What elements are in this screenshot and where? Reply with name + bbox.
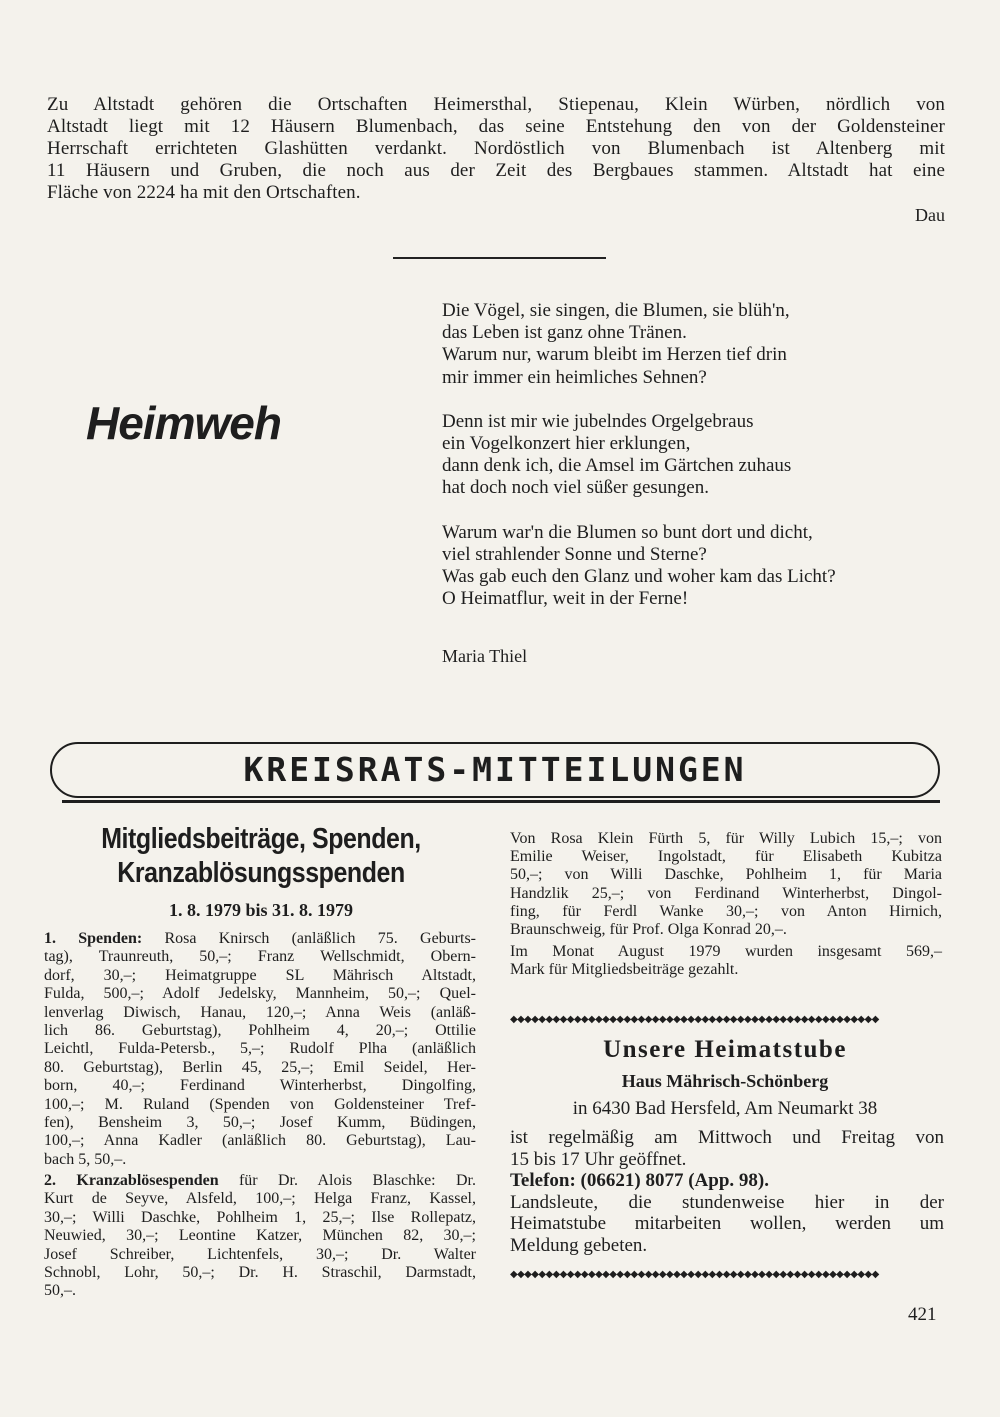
wreath-line: 50,–; von Willi Daschke, Pohlheim 1, für Maria xyxy=(510,866,942,884)
donations-line: lich 86. Geburtstag), Pohlheim 4, 20,–; Ottilie xyxy=(44,1022,476,1040)
poem-line: mir immer ein heimliches Sehnen? xyxy=(442,366,707,388)
poem-line: Warum nur, warum bleibt im Herzen tief drin xyxy=(442,344,787,366)
poem-text xyxy=(442,300,962,632)
donations-line: 100,–; Anna Kadler (anläßlich 80. Geburtstag), Lau- xyxy=(44,1132,476,1150)
donations-label: 1. Spenden: xyxy=(44,930,143,947)
heimatstube-address: in 6430 Bad Hersfeld, Am Neumarkt 38 xyxy=(572,1098,878,1119)
membership-line: Mark für Mitgliedsbeiträge gezahlt. xyxy=(510,961,739,979)
wreath-label: 2. Kranzablösespenden xyxy=(44,1172,219,1189)
section-banner-underline xyxy=(62,800,940,803)
poem-title: Heimweh xyxy=(86,397,281,449)
wreath-line: Handzlik 25,–; von Ferdinand Winterherbst, Dingol- xyxy=(510,884,942,902)
section-banner-title: KREISRATS-MITTEILUNGEN xyxy=(243,750,747,789)
wreath-line: Kurt de Seyve, Alsfeld, 100,–; Helga Franz, Kassel, xyxy=(44,1190,476,1208)
divider xyxy=(393,257,606,259)
heimatstube-body xyxy=(510,1127,944,1256)
donations-line: 80. Geburtstag), Berlin 45, 25,–; Emil Seidel, Her- xyxy=(44,1058,476,1076)
heimatstube-line: Heimatstube mitarbeiten wollen, werden um xyxy=(510,1213,944,1234)
poem-line: hat doch noch viel süßer gesungen. xyxy=(442,477,709,499)
intro-line: 11 Häusern und Gruben, die noch aus der Zeit des Bergbaues stammen. Altstadt hat eine xyxy=(47,160,945,181)
heimatstube-phone: Telefon: (06621) 8077 (App. 98). xyxy=(510,1170,769,1191)
heimatstube-line: ist regelmäßig am Mittwoch und Freitag von xyxy=(510,1127,944,1148)
wreath-line: Neuwied, 30,–; Leontine Katzer, München 82, 30,–; xyxy=(44,1227,476,1245)
poem-line: Denn ist mir wie jubelndes Orgelgebraus xyxy=(442,410,754,432)
wreath-line: Schnobl, Lohr, 50,–; Dr. H. Straschil, Darmstadt, xyxy=(44,1264,476,1282)
wreath-line: Braunschweig, für Prof. Olga Konrad 20,–. xyxy=(510,921,787,939)
donations-heading-line: Mitgliedsbeiträge, Spenden, xyxy=(101,823,421,855)
intro-author: Dau xyxy=(915,205,945,225)
poem-line: das Leben ist ganz ohne Tränen. xyxy=(442,322,687,344)
diamond-separator: ◆◆◆◆◆◆◆◆◆◆◆◆◆◆◆◆◆◆◆◆◆◆◆◆◆◆◆◆◆◆◆◆◆◆◆◆◆◆◆◆◆◆◆◆◆◆◆◆◆◆◆◆ xyxy=(510,1015,879,1025)
donations-line: tag), Traunreuth, 50,–; Franz Wellschmidt, Obern- xyxy=(44,948,476,966)
donations-heading xyxy=(77,822,445,890)
donations-line xyxy=(44,930,476,948)
wreath-line: 50,–. xyxy=(44,1282,76,1300)
wreath-line: fing, für Ferdl Wanke 30,–; von Anton Hirnich, xyxy=(510,902,942,920)
heimatstube-line: Landsleute, die stundenweise hier in der xyxy=(510,1191,944,1213)
wreath-donations-continued xyxy=(510,830,942,939)
donations-line: Leichtl, Fulda-Petersb., 5,–; Rudolf Plha (anläßlich xyxy=(44,1040,476,1058)
intro-line: Herrschaft errichteten Glashütten verdankt. Nordöstlich von Blumenbach ist Altenberg mit xyxy=(47,138,945,159)
intro-paragraph xyxy=(47,94,945,204)
donations-line: 100,–; M. Ruland (Spenden von Goldensteiner Tref- xyxy=(44,1095,476,1113)
poem-line: ein Vogelkonzert hier erklungen, xyxy=(442,433,691,455)
wreath-donations-list xyxy=(44,1172,476,1301)
wreath-line xyxy=(44,1172,476,1190)
donations-text: Rosa Knirsch (anläßlich 75. Geburts- xyxy=(142,930,476,947)
poem-stanza xyxy=(442,411,962,500)
poem-line: viel strahlender Sonne und Sterne? xyxy=(442,543,707,565)
donations-line: fen), Bensheim 3, 50,–; Josef Kumm, Büdingen, xyxy=(44,1114,476,1132)
poem-line: Warum war'n die Blumen so bunt dort und dicht, xyxy=(442,521,813,543)
wreath-line: Emilie Weiser, Ingolstadt, für Elisabeth Kubitza xyxy=(510,848,942,866)
donations-line: Fulda, 500,–; Adolf Jedelsky, Mannheim, 50,–; Quel- xyxy=(44,985,476,1003)
poem-line: O Heimatflur, weit in der Ferne! xyxy=(442,588,689,610)
poem-line: Die Vögel, sie singen, die Blumen, sie blüh'n, xyxy=(442,300,790,321)
poem-line: Was gab euch den Glanz und woher kam das Licht? xyxy=(442,566,836,588)
heimatstube-subtitle: Haus Mährisch-Schönberg xyxy=(621,1071,829,1091)
poem-stanza xyxy=(442,300,962,389)
heimatstube-line: 15 bis 17 Uhr geöffnet. xyxy=(510,1148,687,1170)
donations-heading-line: Kranzablösungsspenden xyxy=(117,857,405,889)
membership-line: Im Monat August 1979 wurden insgesamt 569,– xyxy=(510,943,942,960)
donations-line: born, 40,–; Ferdinand Winterherbst, Dingolfing, xyxy=(44,1077,476,1095)
intro-line: Altstadt liegt mit 12 Häusern Blumenbach, das seine Entstehung den von der Goldensteiner xyxy=(47,116,945,137)
intro-line: Fläche von 2224 ha mit den Ortschaften. xyxy=(47,182,361,203)
wreath-line: Von Rosa Klein Fürth 5, für Willy Lubich 15,–; von xyxy=(510,830,942,847)
donations-period: 1. 8. 1979 bis 31. 8. 1979 xyxy=(168,900,354,920)
poem-stanza xyxy=(442,522,962,611)
wreath-line: 30,–; Willi Daschke, Pohlheim 1, 25,–; Ilse Rollepatz, xyxy=(44,1208,476,1226)
heimatstube-title: Unsere Heimatstube xyxy=(603,1036,847,1063)
page-number: 421 xyxy=(908,1304,937,1325)
diamond-separator: ◆◆◆◆◆◆◆◆◆◆◆◆◆◆◆◆◆◆◆◆◆◆◆◆◆◆◆◆◆◆◆◆◆◆◆◆◆◆◆◆◆◆◆◆◆◆◆◆◆◆◆◆ xyxy=(510,1270,879,1280)
donations-line: lenverlag Diwisch, Hanau, 120,–; Anna Weis (anläß- xyxy=(44,1003,476,1021)
wreath-line: Josef Schreiber, Lichtenfels, 30,–; Dr. Walter xyxy=(44,1245,476,1263)
poem-line: dann denk ich, die Amsel im Gärtchen zuhaus xyxy=(442,455,792,477)
membership-total xyxy=(510,943,942,979)
donations-list xyxy=(44,930,476,1169)
poem-author: Maria Thiel xyxy=(442,646,528,666)
wreath-text: für Dr. Alois Blaschke: Dr. xyxy=(218,1172,476,1189)
intro-line: Zu Altstadt gehören die Ortschaften Heimersthal, Stiepenau, Klein Würben, nördlich von xyxy=(47,94,945,115)
heimatstube-line: Meldung gebeten. xyxy=(510,1234,648,1256)
donations-line: dorf, 30,–; Heimatgruppe SL Mährisch Altstadt, xyxy=(44,966,476,984)
donations-line: bach 5, 50,–. xyxy=(44,1150,127,1168)
